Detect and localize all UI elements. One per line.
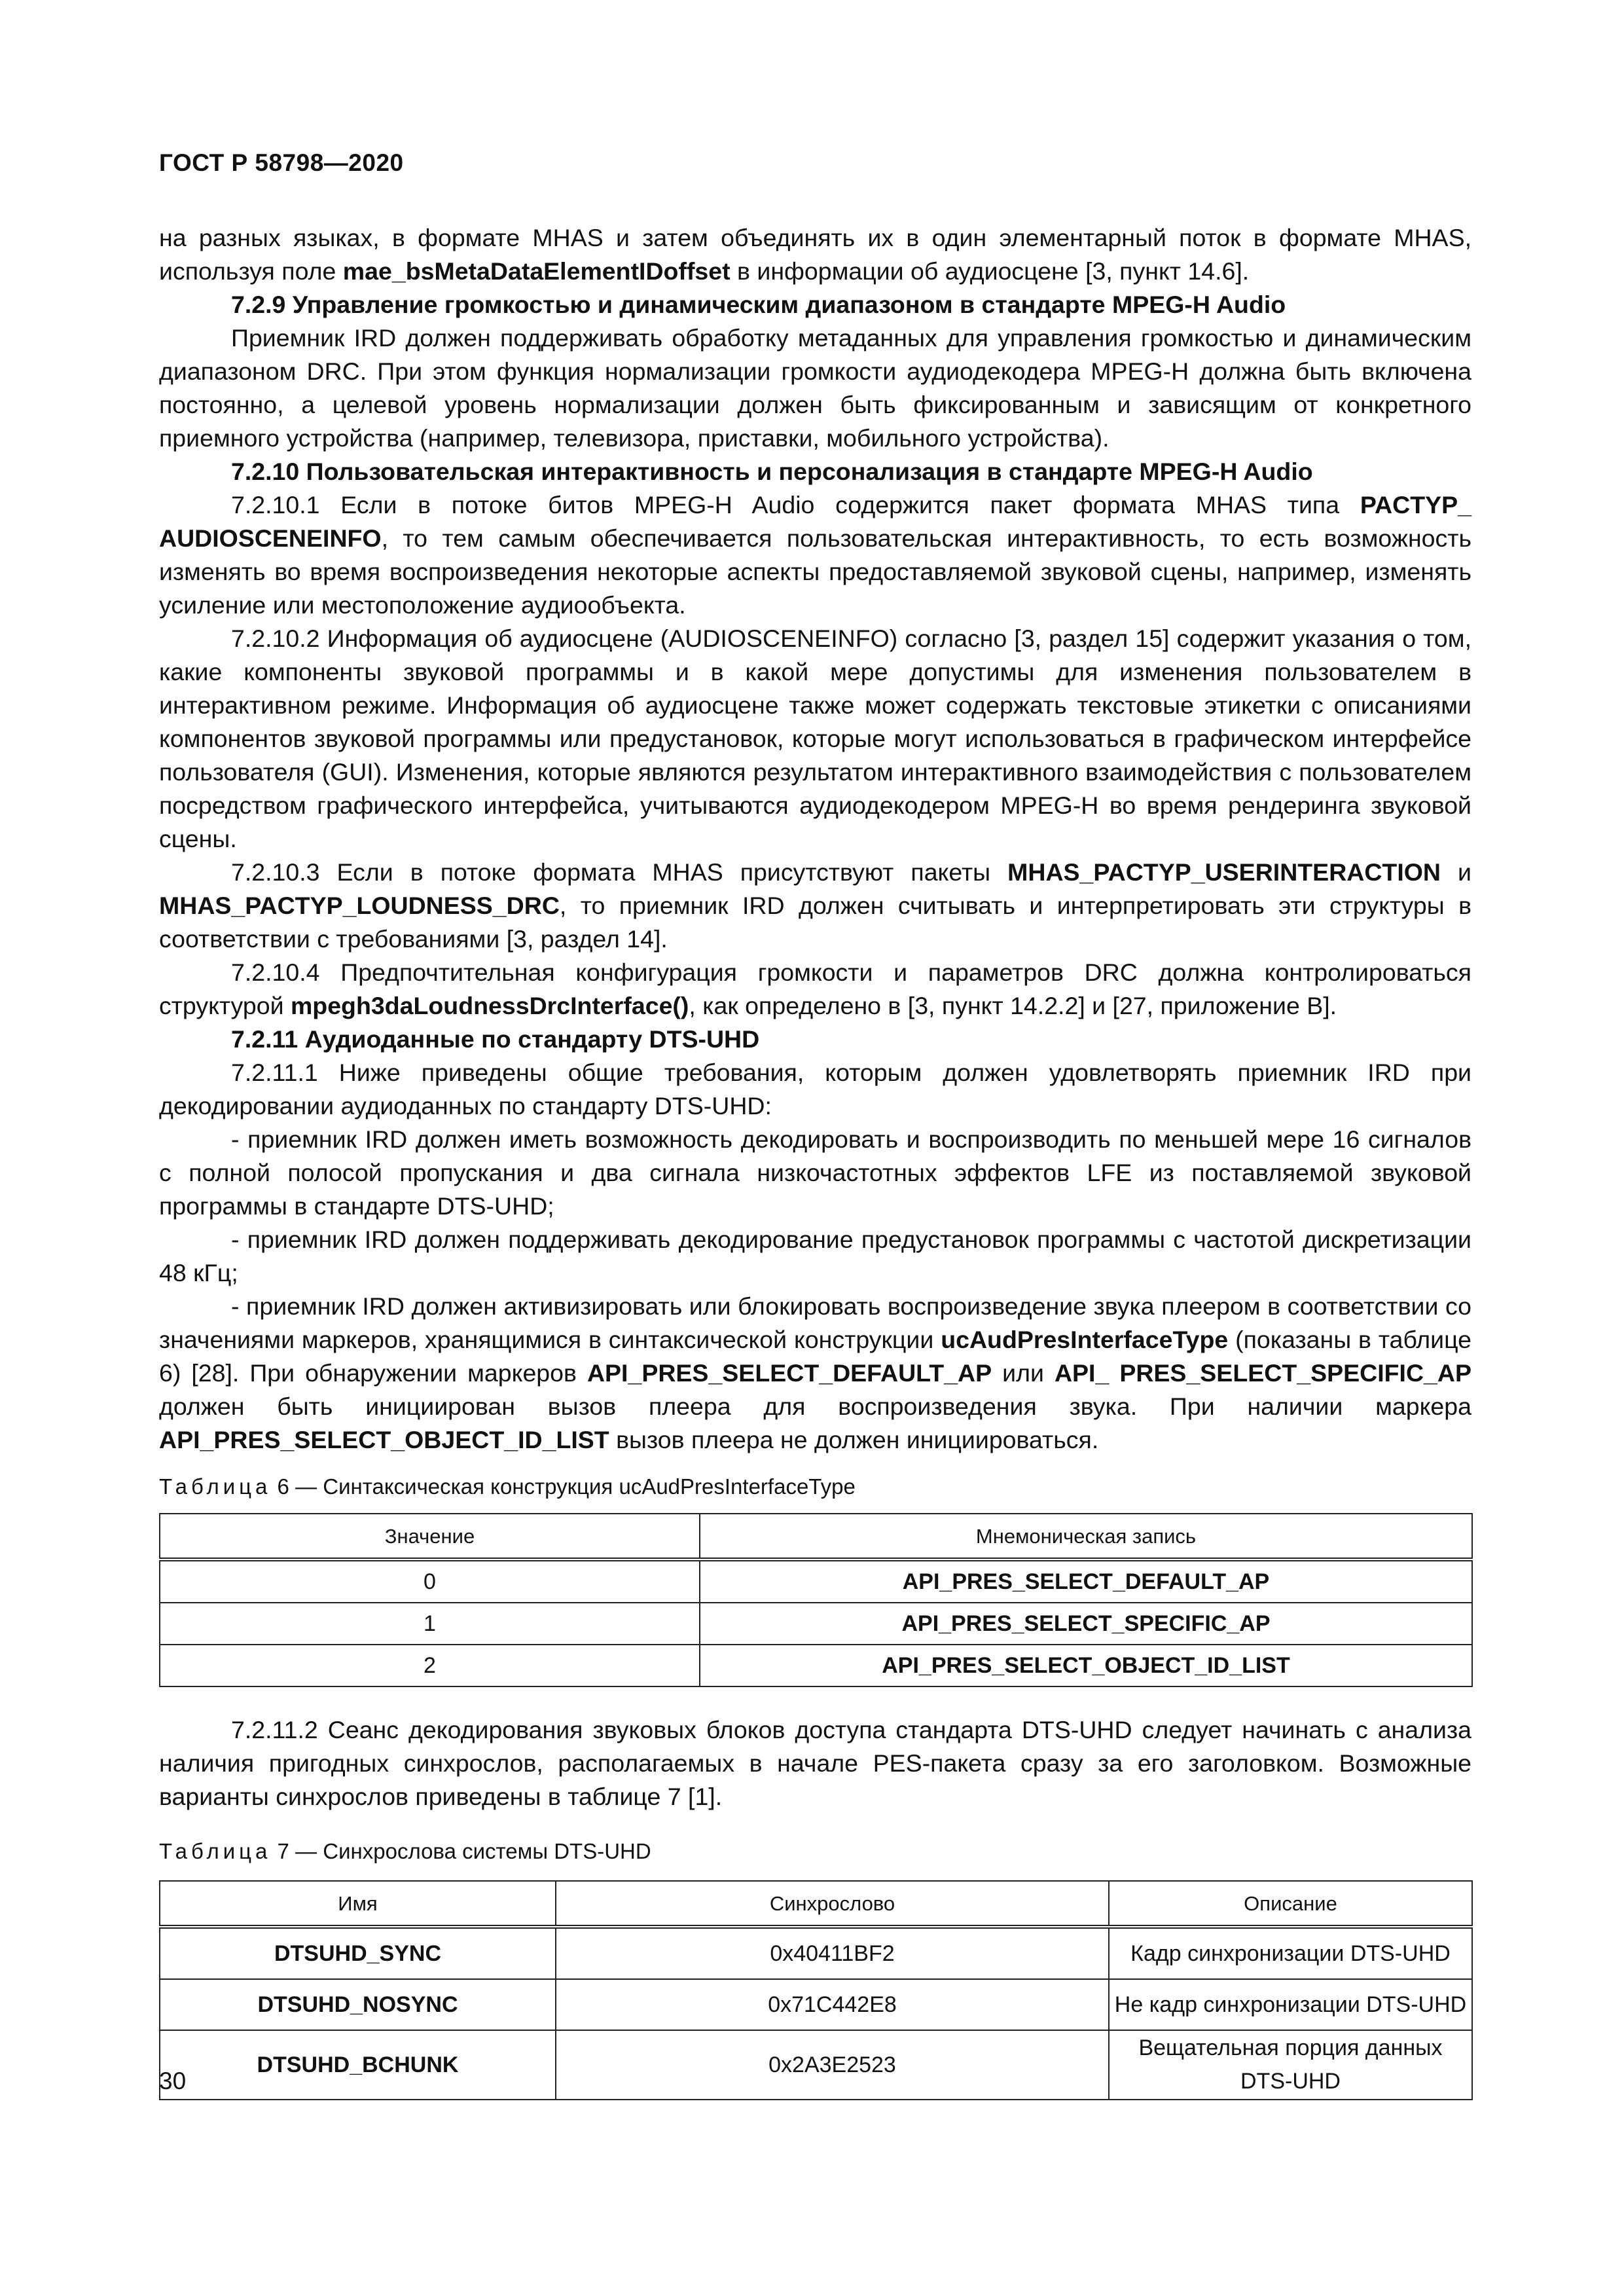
table-header-cell: Описание xyxy=(1109,1881,1472,1927)
paragraph-7-2-10-3: 7.2.10.3 Если в потоке формата MHAS присутствуют пакеты MHAS_PACTYP_USERINTERACTION и MHAS_PACTYP_LOUDNESS_DRC, то приемник IRD должен считывать и интерпретировать эти структуры в соответствии с требованиями [3, раздел 14]. xyxy=(159,858,1471,953)
section-heading-7-2-9: 7.2.9 Управление громкостью и динамическим диапазоном в стандарте MPEG-H Audio xyxy=(231,291,1286,318)
table-row xyxy=(160,2030,1472,2100)
paragraph-7-2-11-1: 7.2.11.1 Ниже приведены общие требования, которым должен удовлетворять приемник IRD при декодировании аудиоданных по стандарту DTS-UHD: xyxy=(159,1059,1471,1120)
table-cell: 0x71C442E8 xyxy=(556,1979,1109,2030)
table-header-cell: Значение xyxy=(160,1514,700,1559)
list-item: - приемник IRD должен иметь возможность декодировать и воспроизводить по меньшей мере 16 сигналов с полной полосой пропускания и два сигнала низкочастотных эффектов LFE из поставляемой звуковой программы в стандарте DTS-UHD; xyxy=(159,1125,1471,1220)
table-cell: 0x2A3E2523 xyxy=(556,2030,1109,2100)
paragraph-7-2-10-1: 7.2.10.1 Если в потоке битов MPEG-H Audio содержится пакет формата MHAS типа PACTYP_ AUDIOSCENEINFO, то тем самым обеспечивается пользовательская интерактивность, то есть возможность изменять во время воспроизведения некоторые аспекты предоставляемой звуковой сцены, например, изменять усиление или местоположение аудиообъекта. xyxy=(159,491,1471,619)
document-body xyxy=(159,221,1471,2100)
table-6 xyxy=(159,1513,1473,1687)
paragraph-7-2-11-2: 7.2.11.2 Сеанс декодирования звуковых блоков доступа стандарта DTS-UHD следует начинать с анализа наличия пригодных синхрослов, располагаемых в начале PES-пакета сразу за его заголовком. Возможные варианты синхрослов приведены в таблице 7 [1]. xyxy=(159,1716,1471,1810)
list-item: - приемник IRD должен активизировать или блокировать воспроизведение звука плеером в соответствии со значениями маркеров, хранящимися в синтаксической конструкции ucAudPresInterfaceType (показаны в таблице 6) [28]. При обнаружении маркеров API_PRES_SELECT_DEFAULT_AP или API_ PRES_SELECT_SPECIFIC_AP должен быть инициирован вызов плеера для воспроизведения звука. При наличии маркера API_PRES_SELECT_OBJECT_ID_LIST вызов плеера не должен инициироваться. xyxy=(159,1292,1472,1453)
list-item: - приемник IRD должен поддерживать декодирование предустановок программы с частотой дискретизации 48 кГц; xyxy=(159,1226,1471,1286)
marker-name: API_PRES_SELECT_DEFAULT_AP xyxy=(586,1359,992,1387)
table-cell: DTSUHD_NOSYNC xyxy=(160,1979,556,2030)
table-header-row xyxy=(160,1881,1472,1927)
table-cell: Кадр синхронизации DTS-UHD xyxy=(1109,1927,1472,1979)
table-cell: Вещательная порция данных DTS-UHD xyxy=(1109,2030,1472,2100)
marker-name: API_ PRES_SELECT_SPECIFIC_AP xyxy=(1054,1359,1471,1387)
table-7 xyxy=(159,1880,1473,2100)
table-cell: DTSUHD_SYNC xyxy=(160,1927,556,1979)
marker-name: API_PRES_SELECT_OBJECT_ID_LIST xyxy=(159,1426,609,1453)
table-cell: 0 xyxy=(160,1559,700,1603)
table-row xyxy=(160,1559,1472,1603)
section-heading-7-2-10: 7.2.10 Пользовательская интерактивность и персонализация в стандарте MPEG-H Audio xyxy=(231,458,1313,485)
table-header-cell: Имя xyxy=(160,1881,556,1927)
packet-name: MHAS_PACTYP_LOUDNESS_DRC xyxy=(159,892,560,919)
table-6-caption: Таблица 6 — Синтаксическая конструкция ucAudPresInterfaceType xyxy=(159,1474,856,1499)
structure-name: mpegh3daLoudnessDrcInterface() xyxy=(290,992,689,1019)
table-row xyxy=(160,1927,1472,1979)
table-cell: 2 xyxy=(160,1645,700,1686)
packet-type-name: PACTYP_ AUDIOSCENEINFO xyxy=(159,491,1471,552)
table-row xyxy=(160,1645,1472,1686)
table-row xyxy=(160,1979,1472,2030)
table-cell: API_PRES_SELECT_OBJECT_ID_LIST xyxy=(700,1645,1472,1686)
table-header-cell: Синхрослово xyxy=(556,1881,1109,1927)
table-header-cell: Мнемоническая запись xyxy=(700,1514,1472,1559)
table-cell: API_PRES_SELECT_DEFAULT_AP xyxy=(700,1559,1472,1603)
document-header: ГОСТ Р 58798—2020 xyxy=(159,149,404,176)
page-number: 30 xyxy=(159,2068,187,2094)
table-cell: DTSUHD_BCHUNK xyxy=(160,2030,556,2100)
syntax-element-name: ucAudPresInterfaceType xyxy=(941,1326,1229,1353)
paragraph-7-2-10-4: 7.2.10.4 Предпочтительная конфигурация громкости и параметров DRC должна контролироваться структурой mpegh3daLoudnessDrcInterface(), как определено в [3, пункт 14.2.2] и [27, приложение B]. xyxy=(159,958,1471,1019)
table-cell: 0x40411BF2 xyxy=(556,1927,1109,1979)
paragraph-7-2-10-2: 7.2.10.2 Информация об аудиосцене (AUDIOSCENEINFO) согласно [3, раздел 15] содержит указания о том, какие компоненты звуковой программы и в какой мере допустимы для изменения пользователем в интерактивном режиме. Информация об аудиосцене также может содержать текстовые этикетки с описаниями компонентов звуковой программы или предустановок, которые могут использоваться в графическом интерфейсе пользователя (GUI). Изменения, которые являются результатом интерактивного взаимодействия с пользователем посредством графического интерфейса, учитываются аудиодекодером MPEG-H во время рендеринга звуковой сцены. xyxy=(159,625,1471,852)
table-header-row xyxy=(160,1514,1472,1559)
packet-name: MHAS_PACTYP_USERINTERACTION xyxy=(1007,858,1441,886)
table-cell: Не кадр синхронизации DTS-UHD xyxy=(1109,1979,1472,2030)
table-row xyxy=(160,1603,1472,1645)
paragraph-continuation: на разных языках, в формате MHAS и затем объединять их в один элементарный поток в формате MHAS, используя поле mae_bsMetaDataElementIDoffset в информации об аудиосцене [3, пункт 14.6]. xyxy=(159,224,1471,285)
section-heading-7-2-11: 7.2.11 Аудиоданные по стандарту DTS-UHD xyxy=(231,1025,760,1053)
table-7-caption: Таблица 7 — Синхрослова системы DTS-UHD xyxy=(159,1839,651,1863)
paragraph-7-2-9: Приемник IRD должен поддерживать обработку метаданных для управления громкостью и динамическим диапазоном DRC. При этом функция нормализации громкости аудиодекодера MPEG-H должна быть включена постоянно, а целевой уровень нормализации должен быть фиксированным и зависящим от конкретного приемного устройства (например, телевизора, приставки, мобильного устройства). xyxy=(159,324,1471,452)
table-cell: API_PRES_SELECT_SPECIFIC_AP xyxy=(700,1603,1472,1645)
field-name: mae_bsMetaDataElementIDoffset xyxy=(342,257,731,285)
table-cell: 1 xyxy=(160,1603,700,1645)
